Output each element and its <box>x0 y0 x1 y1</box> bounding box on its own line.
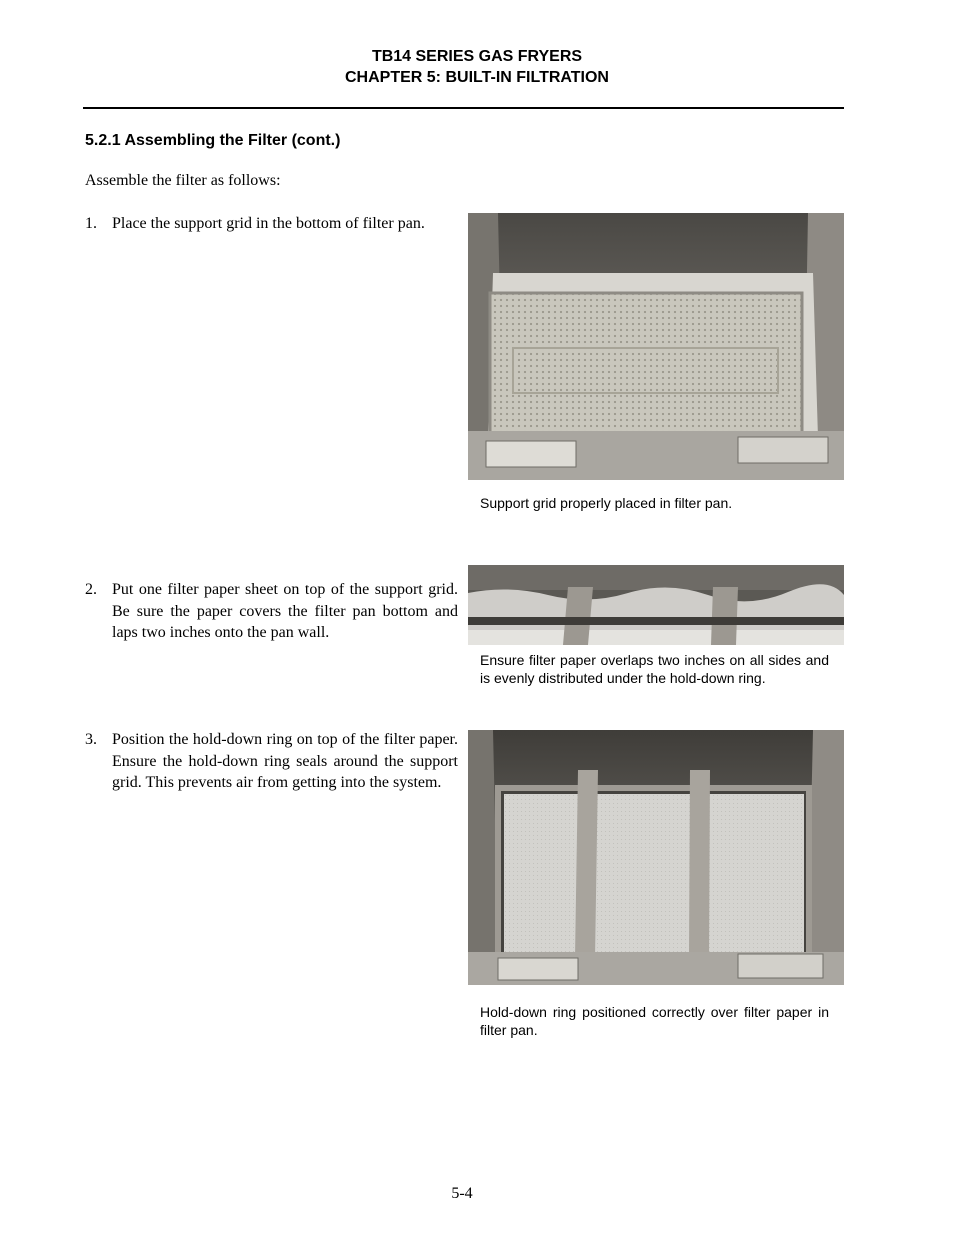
photo-filter-paper <box>468 565 844 645</box>
header-rule <box>83 107 844 109</box>
step-number: 1. <box>85 215 97 232</box>
document-header-chapter: CHAPTER 5: BUILT-IN FILTRATION <box>345 69 609 86</box>
caption-filter-paper: Ensure filter paper overlaps two inches on all sides and is evenly distributed under the hold-down ring. <box>480 652 829 686</box>
step-text: Put one filter paper sheet on top of the support grid. Be sure the paper covers the filter pan bottom and laps two inches onto the pan wall. <box>112 581 458 641</box>
step-2 <box>85 579 458 644</box>
caption-support-grid: Support grid properly placed in filter pan. <box>480 495 733 511</box>
step-3 <box>85 729 458 794</box>
photo-hold-down-ring <box>468 730 844 985</box>
photo-support-grid <box>468 213 844 480</box>
section-title: 5.2.1 Assembling the Filter (cont.) <box>85 132 341 149</box>
caption-hold-down-ring: Hold-down ring positioned correctly over filter paper in filter pan. <box>480 1004 829 1038</box>
step-text: Place the support grid in the bottom of filter pan. <box>112 215 425 232</box>
step-1 <box>85 213 458 235</box>
step-number: 2. <box>85 581 97 598</box>
page-number: 5-4 <box>451 1185 473 1202</box>
document-header-title: TB14 SERIES GAS FRYERS <box>371 48 583 65</box>
step-number: 3. <box>85 731 97 748</box>
intro-text: Assemble the filter as follows: <box>85 172 281 189</box>
step-text: Position the hold-down ring on top of the filter paper. Ensure the hold-down ring seals around the support grid. This prevents air from getting into the system. <box>112 731 458 791</box>
